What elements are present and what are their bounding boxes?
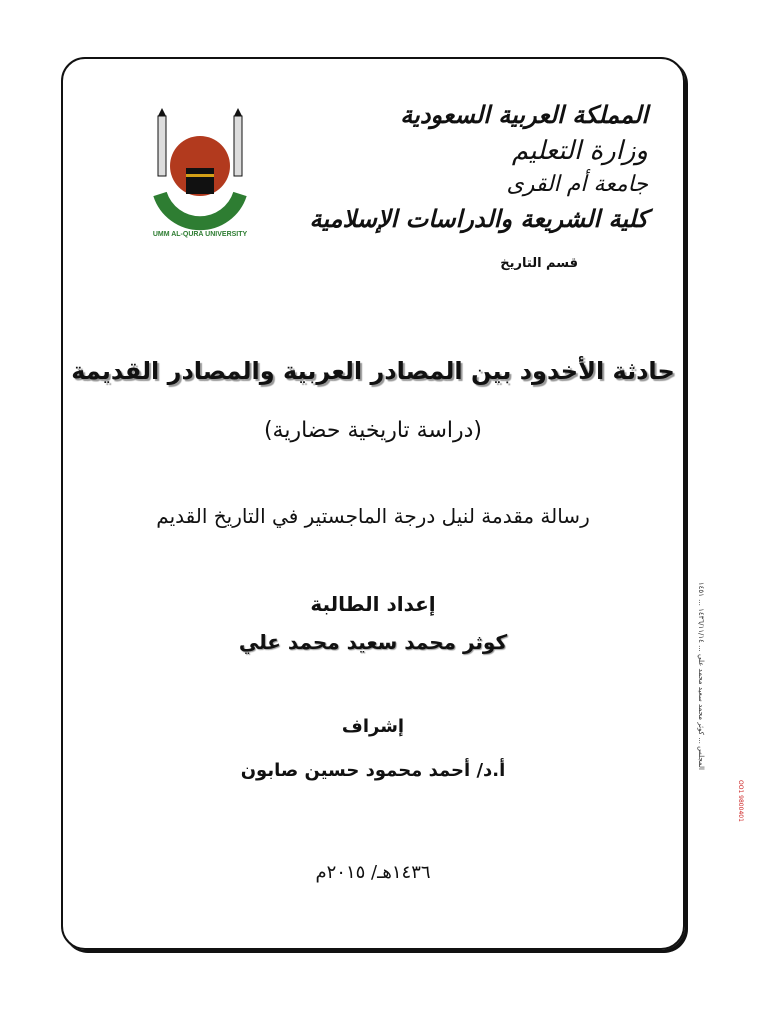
header-kingdom: المملكة العربية السعودية bbox=[400, 100, 648, 129]
header-department: قسم التاريخ bbox=[500, 256, 578, 271]
logo-text: UMM AL-QURA UNIVERSITY bbox=[152, 231, 248, 238]
side-stamp: المجلس ... كوثر محمد سعيد محمد علي ... ١٤٣٦/١١/١٤ ... ١٤٥١ bbox=[697, 581, 705, 770]
university-emblem-icon bbox=[150, 108, 250, 248]
thesis-title: حادثة الأخدود بين المصادر العربية والمصادر القديمة bbox=[71, 357, 675, 385]
side-stamp-code: OO1 9800401 bbox=[737, 780, 744, 822]
supervision-label: إشراف bbox=[341, 716, 405, 737]
prepared-by-label: إعداد الطالبة bbox=[310, 592, 436, 616]
thesis-date: ١٤٣٦هـ/ ٢٠١٥م bbox=[315, 862, 431, 883]
thesis-degree: رسالة مقدمة لنيل درجة الماجستير في التاريخ القديم bbox=[156, 504, 590, 528]
thesis-subtitle: (دراسة تاريخية حضارية) bbox=[263, 418, 483, 443]
supervisor-name: أ.د/ أحمد محمود حسين صابون bbox=[240, 760, 506, 781]
header-ministry: وزارة التعليم bbox=[511, 136, 648, 166]
header-college: كلية الشريعة والدراسات الإسلامية bbox=[309, 204, 648, 233]
header-university: جامعة أم القرى bbox=[506, 172, 648, 197]
student-name: كوثر محمد سعيد محمد علي bbox=[238, 630, 508, 654]
